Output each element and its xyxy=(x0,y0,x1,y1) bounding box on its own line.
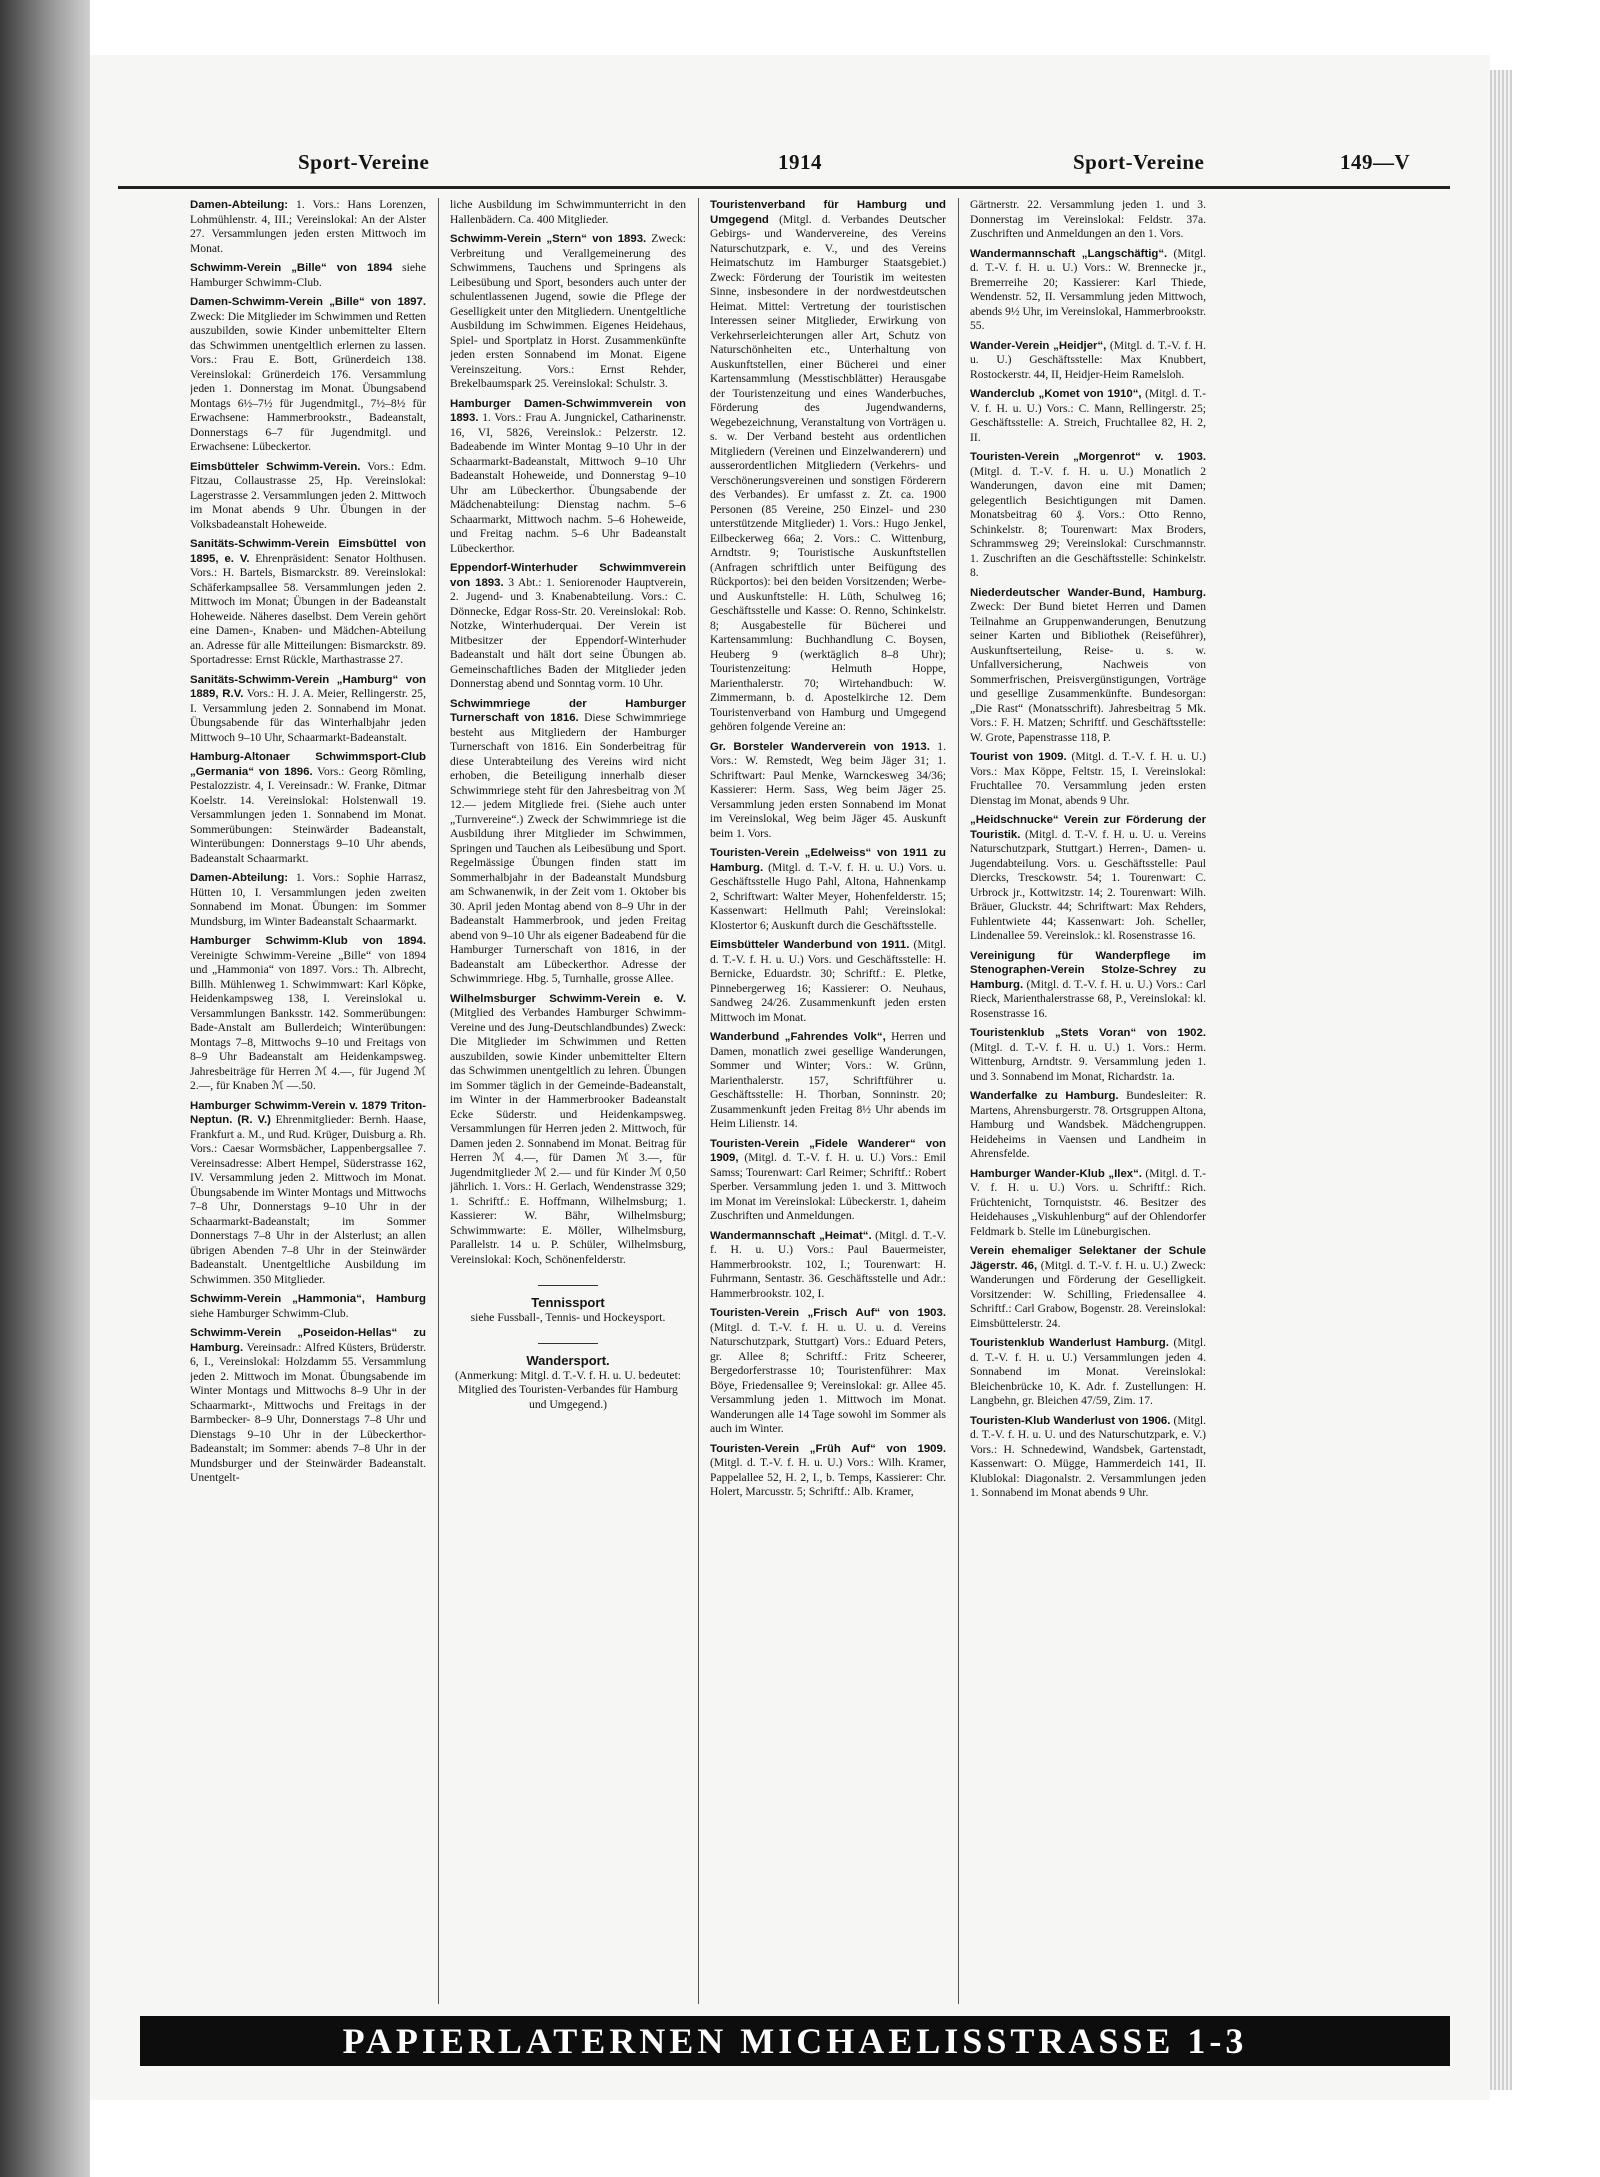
club-details: Zweck: Verbreitung und Verallgemeinerung des Schwimmens, Tauchens und Springens als Leibesübung und Sport, besonders auch unter der schulentlassenen Jugend, sowie die Pflege der Geselligkeit unter den Mitgliedern. Unentgeltliche Ausbildung im Schwimmen. Eigenes Heidehaus, Spiel- und Sportplatz in Horst. Zusammenkünfte jeden ersten Sonnabend im Monat. Eigene Vereinszeitung. Vors.: Ernst Rehder, Brekelbaumspark 25. Vereinslokal: Schulstr. 3. xyxy=(450,232,686,390)
club-details: Vors.: Edm. Fitzau, Collaustrasse 25, Hp. Vereinslokal: Lagerstrasse 2. Versammlungen jeden 2. Mittwoch im Monat abends 9 Uhr. Übungen in der Volksbadeanstalt Hoheweide. xyxy=(190,459,426,531)
club-name: Wanderclub „Komet von 1910“, xyxy=(970,388,1142,400)
club-entry xyxy=(710,846,946,933)
club-entry xyxy=(450,198,686,227)
club-details: Vors.: H. J. A. Meier, Rellingerstr. 25, I. Versammlung jeden 2. Sonnabend im Monat. Übungsabende für das Winterhalbjahr jeden Mittwoch 9–10 Uhr, Schaarmarkt-Badeanstalt. xyxy=(190,687,426,744)
club-details: Gärtnerstr. 22. Versammlung jeden 1. und 3. Donnerstag im Vereinslokal: Feldstr. 37a. Zuschriften und Anmeldungen an den 1. Vors. xyxy=(970,198,1206,240)
club-details: 1. Vors.: Hans Lorenzen, Lohmühlenstr. 4, III.; Vereinslokal: An der Alster 27. Versammlungen jeden ersten Mittwoch im Monat. xyxy=(190,198,426,255)
column-divider xyxy=(438,198,439,2004)
club-entry xyxy=(970,387,1206,445)
club-details: (Mitgl. d. T.-V. f. H. u. U.) Monatlich 2 Wanderungen, davon eine mit Damen; gelegentlich Besichtigungen mit Damen. Monatsbeitrag 60 ₰. Vors.: Otto Renno, Schinkelstr. 8; Tourenwart: Max Broders, Schrammsweg 29; Vereinslokal: Curschmannstr. 1. Zuschriften an die Geschäftsstelle: Schinkelstr. 8. xyxy=(970,464,1206,579)
club-name: Hamburger Schwimm-Klub von 1894. xyxy=(190,935,426,947)
club-entry xyxy=(190,1326,426,1486)
section-block xyxy=(450,1354,686,1412)
club-name: Gr. Borsteler Wanderverein von 1913. xyxy=(710,740,930,753)
club-name: Hamburg-Altonaer Schwimmsport-Club „Germania“ von 1896. xyxy=(190,751,426,778)
club-name: Tourist von 1909. xyxy=(970,751,1067,763)
club-details: (Mitgl. d. T.-V. f. H. u. U.) Vors.: Emil Samss; Tourenwart: Carl Reimer; Schriftf.: Robert Sperber. Versammlung jeden 1. und 3. Mittwoch im Monat im Vereinslokal: Lübeckerstr. 1, daheim Zuschriften und Anmeldungen. xyxy=(710,1151,946,1222)
club-details: Zweck: Die Mitglieder im Schwimmen und Retten auszubilden, sowie Kinder unbemittelter Eltern das Schwimmen unentgeltlich erlernen zu lassen. Vors.: Frau E. Bott, Grünerdeich 138. Vereinslokal: Grünerdeich 176. Versammlung jeden 1. Donnerstag im Monat. Übungsabend Montags 6½–7½ für Jugendmitgl., 7½–8½ für Erwachsene: Hammerbrookstr., Badeanstalt, Donnerstags 6–7 für Jugendmitgl. und Erwachsene: Lübeckertor. xyxy=(190,309,426,453)
club-entry xyxy=(970,1244,1206,1331)
club-entry xyxy=(190,871,426,929)
header-left-title: Sport-Vereine xyxy=(298,150,430,174)
club-entry xyxy=(970,198,1206,242)
club-details: (Mitgl. d. T.-V. f. H. u. U.) Vors.: Wilh. Kramer, Pappelallee 52, H. 2, I., b. Temps, Kassierer: Chr. Holert, Marcusstr. 5; Schriftf.: Alb. Kramer, xyxy=(710,1456,946,1498)
club-entry xyxy=(450,232,686,392)
club-name: Touristenklub Wanderlust Hamburg. xyxy=(970,1337,1169,1349)
section-rule xyxy=(538,1343,598,1344)
club-name: Schwimm-Verein „Bille“ von 1894 xyxy=(190,262,393,274)
book-spine-shadow xyxy=(0,0,90,2177)
club-entry xyxy=(970,1167,1206,1240)
club-entry xyxy=(970,1414,1206,1501)
section-block xyxy=(450,1296,686,1325)
club-entry xyxy=(970,813,1206,944)
club-details: (Mitgl. d. T.-V. f. H. u. U.) Geschäftsstelle: Max Knubbert, Rostockerstr. 44, II, Heidjer-Heim Ramelsloh. xyxy=(970,338,1206,381)
header-year: 1914 xyxy=(778,150,822,174)
club-entry xyxy=(710,1137,946,1224)
club-name: Damen-Abteilung: xyxy=(190,199,289,211)
club-entry xyxy=(190,261,426,290)
club-name: Eimsbütteler Wanderbund von 1911. xyxy=(710,939,910,951)
club-entry xyxy=(190,295,426,455)
club-name: Wanderbund „Fahrendes Volk“, xyxy=(710,1031,886,1043)
club-details: (Mitgl. d. T.-V. f. H. u. U. und des Naturschutzpark, e. V.) Vors.: H. Schnedewind, Wandsbek, Gartenstadt, Kassenwart: O. Mügge, Hammerdeich 141, II. Klublokal: Diagonalstr. 2. Versammlungen jeden 1. Sonnabend im Monat abends 9 Uhr. xyxy=(970,1413,1206,1499)
club-entry xyxy=(450,561,686,692)
club-name: Schwimm-Verein „Poseidon-Hellas“ zu Hamburg. xyxy=(190,1327,426,1354)
club-entry xyxy=(710,740,946,842)
page-edge-stack xyxy=(1490,70,1512,2090)
club-entry xyxy=(710,1306,946,1437)
club-name: „Heidschnucke“ Verein zur Förderung der Touristik. xyxy=(970,814,1206,841)
club-name: Eimsbütteler Schwimm-Verein. xyxy=(190,460,361,473)
club-entry xyxy=(970,586,1206,746)
club-entry xyxy=(450,397,686,557)
club-entry xyxy=(190,1292,426,1321)
club-details: Ehrenpräsident: Senator Holthusen. Vors.: H. Bartels, Bismarckstr. 89. Vereinslokal: Schäferkampsallee 58. Versammlungen jeden 2. Mittwoch im Monat; Übungen in der Badeanstalt Hoheweide. Näheres daselbst. Dem Verein gehört eine Damen-, Knaben- und Mädchen-Abteilung an. Adresse für alle Mitteilungen: Bismarckstr. 89. Sportadresse: Ernst Rückle, Marthastrasse 27. xyxy=(190,551,426,666)
club-entry xyxy=(970,247,1206,334)
club-name: Verein ehemaliger Selektaner der Schule Jägerstr. 46, xyxy=(970,1245,1206,1272)
club-details: (Mitgl. d. T.-V. f. H. u. U. u. Vereins Naturschutzpark, Stuttgart.) Herren-, Damen- u. Jugendabteilung. Vors. u. Geschäftsstelle: Paul Diercks, Tresckowstr. 54; 1. Tourenwart: C. Urbrock jr., Kottwitzstr. 14; 2. Tourenwart: Wilh. Bräuer, Gluckstr. 44; Schriftwart: Max Rehders, Fuhlentwiete 44; Kassenwart: Joh. Scheller, Lindenallee 59. Vereinslok.: kl. Rosenstrasse 16. xyxy=(970,827,1206,942)
club-name: Touristen-Verein „Früh Auf“ von 1909. xyxy=(710,1442,946,1455)
club-name: Wilhelmsburger Schwimm-Verein e. V. xyxy=(450,992,686,1005)
club-name: Wander-Verein „Heidjer“, xyxy=(970,339,1107,352)
club-name: Vereinigung für Wanderpflege im Stenographen-Verein Stolze-Schrey zu Hamburg. xyxy=(970,949,1206,991)
club-entry xyxy=(970,1089,1206,1162)
club-name: Sanitäts-Schwimm-Verein „Hamburg“ von 1889, R.V. xyxy=(190,673,426,700)
text-column-1 xyxy=(190,198,426,2006)
club-details: liche Ausbildung im Schwimmunterricht in den Hallenbädern. Ca. 400 Mitglieder. xyxy=(450,198,686,226)
club-name: Hamburger Damen-Schwimmverein von 1893. xyxy=(450,397,686,424)
column-divider xyxy=(698,198,699,2004)
club-entry xyxy=(970,1026,1206,1084)
club-entry xyxy=(710,1442,946,1500)
club-name: Touristenverband für Hamburg und Umgegend xyxy=(710,199,946,226)
club-name: Touristen-Verein „Morgenrot“ v. 1903. xyxy=(970,451,1206,463)
club-name: Wanderfalke zu Hamburg. xyxy=(970,1090,1119,1102)
club-details: Herren und Damen, monatlich zwei gesellige Wanderungen, Sommer und Winter; Vors.: W. Grünn, Marienthalerstr. 157, Schriftführer u. Geschäftsstelle: H. Thorban, Sonninstr. 20; Zusammenkunft jeden Freitag 8½ Uhr abends im Heim Lilienstr. 14. xyxy=(710,1030,946,1130)
club-details: Vereinsadr.: Alfred Küsters, Brüderstr. 6, I., Vereinslokal: Holzdamm 55. Versammlung jeden 2. Mittwoch im Monat. Übungsabende im Winter Montags und Mittwochs 8–9 Uhr in der Schaarmarkt-, Mittwochs und Freitags in der Barmbecker- 8–9 Uhr, Donnerstags 7–8 Uhr und Dienstags 9–10 Uhr in der Lübeckerthor-Badeanstalt; im Sommer: abends 7–8 Uhr in der Mundsburger und der Steinwärder Badeanstalt. Unentgelt- xyxy=(190,1340,426,1484)
club-details: (Mitgl. d. T.-V. f. H. u. U.) Vors. u. Schriftf.: Rich. Früchtenicht, Tornquiststr. 46. Besitzer des Heidehauses „Viskuhlenburg“ auf der Ohlendorfer Feldmark b. Stelle im Lüneburgischen. xyxy=(970,1166,1206,1238)
club-entry xyxy=(190,198,426,256)
header-rule xyxy=(118,186,1450,189)
club-name: Niederdeutscher Wander-Bund, Hamburg. xyxy=(970,586,1206,599)
club-name: Touristen-Verein „Edelweiss“ von 1911 zu Hamburg. xyxy=(710,847,946,874)
club-details: Ehrenmitglieder: Bernh. Haase, Frankfurt a. M., und Rud. Krüger, Duisburg a. Rh. Vors.: Caesar Wormsbächer, Lappenbergsallee 7. Vereinsadresse: Albert Hempel, Süderstrasse 162, IV. Versammlung jeden 2. Mittwoch im Monat. Übungsabende im Winter Montags und Mittwochs 7–8 Uhr, Donnerstags 9–10 Uhr in der Schaarmarkt-Badeanstalt; im Sommer Donnerstags 7–8 Uhr in der Alsterlust; an allen übrigen Abenden 7–8 Uhr in der Steinwärder Badeanstalt. Unentgeltliche Ausbildung im Schwimmen. 350 Mitglieder. xyxy=(190,1113,426,1286)
club-name: Damen-Abteilung: xyxy=(190,872,289,884)
club-entry xyxy=(970,750,1206,808)
club-details: (Mitgl. d. T.-V. f. H. u. U.) Vors.: Max Köppe, Feltstr. 15, I. Vereinslokal: Fruchtallee 70. Versammlung jeden ersten Dienstag im Monat, abends 9 Uhr. xyxy=(970,750,1206,807)
club-details: siehe Hamburger Schwimm-Club. xyxy=(190,1306,349,1320)
club-details: Diese Schwimmriege besteht aus Mitgliedern der Hamburger Turnerschaft von 1816. Ein Sonderbeitrag für diese Unterabteilung des Vereins wird nicht erhoben, die Beteiligung innerhalb dieser Schwimmriege steht für den Jahresbeitrag von ℳ 12.— jedem Mitgliede frei. (Siehe auch unter „Turnvereine“.) Zweck der Schwimmriege ist die Ausbildung ihrer Mitglieder im Schwimmen, Springen und Tauchen als Leibesübung und Sport. Regelmässige Übungen finden statt im Sommerhalbjahr in der Badeanstalt Mundsburg am Schwanenwik, in der Zeit vom 1. Oktober bis 30. April jeden Montag abend von 8–9 Uhr in der Badeanstalt Hammerbrook, und jeden Freitag abend von 9–10 Uhr als eigener Badeabend für die Hamburger Turnerschaft von 1816, in der Badeanstalt am Lübeckerthor. Adresse der Schwimmriege. Hbg. 5, Turnhalle, grosse Allee. xyxy=(450,711,686,985)
text-column-4 xyxy=(970,198,1206,2006)
club-entry xyxy=(710,1229,946,1302)
club-details: (Mitgl. d. T.-V. f. H. u. U.) 1. Vors.: Herm. Wittenburg, Arndtstr. 9. Versammlung jeden 1. und 3. Sonnabend im Monat, Richardstr. 1a. xyxy=(970,1040,1206,1083)
section-title: Tennissport xyxy=(531,1295,605,1310)
club-details: Bundesleiter: R. Martens, Ahrensburgerstr. 78. Ortsgruppen Altona, Hamburg und Wandsbek. Mädchengruppen. Heideheims in Vaensen und Landheim in Ahrensfelde. xyxy=(970,1089,1206,1160)
club-entry xyxy=(190,1099,426,1288)
club-name: Sanitäts-Schwimm-Verein Eimsbüttel von 1895, e. V. xyxy=(190,538,426,565)
club-details: (Mitgl. d. T.-V. f. H. u. U.) Vors. u. Geschäftsstelle Hugo Pahl, Altona, Hahnenkamp 2, Schriftwart: Walter Meyer, Hohenfelderstr. 15; Kassenwart: Hellmuth Pahl; Vereinslokal: Klostertor 6; Auskunft durch die Geschäftsstelle. xyxy=(710,860,946,932)
club-name: Wandermannschaft „Heimat“. xyxy=(710,1229,872,1242)
club-entry xyxy=(190,750,426,866)
club-name: Schwimm-Verein „Hammonia“, Hamburg xyxy=(190,1293,426,1305)
club-details: Zweck: Der Bund bietet Herren und Damen Teilnahme an Gruppenwanderungen, Benutzung seiner Karten und Bibliothek (Reiseführer), Auskunftserteilung, Reise- u. s. w. Unfallversicherung, Nachweis von Sommerfrischen, Preisvergünstigungen, Vorträge und gesellige Zusammenkünfte. Bundesorgan: „Die Rast“ (Monatsschrift). Jahresbeitrag 5 Mk. Vors.: F. H. Matzen; Schriftf. und Geschäftsstelle: W. Grote, Papenstrasse 118, P. xyxy=(970,600,1206,744)
club-details: siehe Hamburger Schwimm-Club. xyxy=(190,261,426,289)
club-entry xyxy=(710,198,946,735)
club-details: (Mitgl. d. T.-V. f. H. u. U.) Vors.: W. Brennecke jr., Bremerreihe 20; Kassierer: Karl Thiede, Wendenstr. 52, II. Versammlung jeden Mittwoch, abends 9½ Uhr, im Vereinslokal, Hammerbrookstr. 55. xyxy=(970,246,1206,332)
section-text: (Anmerkung: Mitgl. d. T.-V. f. H. u. U. bedeutet: Mitglied des Touristen-Verbandes für Hamburg und Umgegend.) xyxy=(454,1368,682,1411)
club-name: Wandermannschaft „Langschäftig“. xyxy=(970,247,1168,260)
club-entry xyxy=(710,938,946,1025)
club-details: 1. Vors.: Frau A. Jungnickel, Catharinenstr. 16, VI, 5826, Vereinslok.: Pelzerstr. 12. Badeabende im Winter Montag 9–10 Uhr in der Schaarmarkt-Badeanstalt, Mittwoch 9–10 Uhr Badeanstalt Hoheweide, und Donnerstag 9–10 Uhr am Lübeckerthor. Übungsabende der Mädchenabteilung: Dienstag nachm. 5–6 Schaarmarkt, Mittwoch nachm. 5–6 Hoheweide, und Freitag nachm. 5–6 Uhr Badeanstalt Lübeckerthor. xyxy=(450,411,686,555)
club-details: (Mitgl. d. T.-V. f. H. u. U.) Versammlungen jeden 4. Sonnabend im Monat. Vereinslokal: Bleichenbrücke 10, K. Adr. f. Zustellungen: H. Langbehn, gr. Bleichen 47/59, Zim. 17. xyxy=(970,1336,1206,1407)
club-details: (Mitgl. d. T.-V. f. H. u. U.) Vors.: Paul Bauermeister, Hammerbrookstr. 102, I.; Tourenwart: H. Fuhrmann, Sentastr. 36. Geschäftsstelle und Adr.: Hammerbrookstr. 102, I. xyxy=(710,1228,946,1300)
club-name: Damen-Schwimm-Verein „Bille“ von 1897. xyxy=(190,296,426,308)
section-text: siehe Fussball-, Tennis- und Hockeysport. xyxy=(470,1310,666,1324)
club-details: 1. Vors.: Sophie Harrasz, Hütten 10, I. Versammlungen jeden zweiten Sonnabend im Monat. Übungen: im Sommer Mundsburg, im Winter Badeanstalt Schaarmarkt. xyxy=(190,871,426,928)
club-details: (Mitgl. d. T.-V. f. H. u. U.) Vors.: Carl Rieck, Marienthalerstrasse 68, P., Vereinslokal: kl. Rosenstrasse 16. xyxy=(970,977,1206,1020)
club-entry xyxy=(970,339,1206,383)
advertisement-banner: PAPIERLATERNEN MICHAELISSTRASSE 1-3 xyxy=(140,2016,1450,2066)
club-details: (Mitgl. d. T.-V. f. H. u. U.) Vors.: C. Mann, Rellingerstr. 25; Geschäftsstelle: A. Streich, Fruchtallee 82, H. 2, II. xyxy=(970,387,1206,444)
club-details: (Mitgl. d. Verbandes Deutscher Gebirgs- und Wandervereine, des Vereins Naturschutzpark, e. V., und des Vereins Heimatschutz im Hamburger Staatsgebiet.) Zweck: Förderung der Touristik im weitesten Sinne, insbesondere in der nordwestdeutschen Heimat. Mittel: Vertretung der touristischen Interessen seiner Mitglieder, Erwirkung von Verkehrserleichterungen aller Art, Schutz von Naturschönheiten etc., Unterhaltung von Auskunftstellen, einer Bücherei und einer Kartensammlung (Messtischblätter) Herausgabe der Touristenzeitung und eines Wanderbuches, Förderung des Jugendwanderns, Wegebezeichnung, Veranstaltung von Vorträgen u. s. w. Der Verband besteht aus ordentlichen Mitgliedern (Vereinen und Einzelwanderern) und ausserordentlichen Mitgliedern (Verkehrs- und Verschönerungsvereinen und sonstigen Förderern des Verbandes). Er umfasst z. Zt. ca. 1900 Personen (85 Vereine, 250 Einzel- und 230 unterstützende Mitglieder) 1. Vors.: Hugo Jenkel, Eilbeckerweg 66a; 2. Vors.: C. Wittenburg, Arndtstr. 9; Touristische Auskunftstellen (Anfragen schriftlich unter Beifügung des Rückportos): bei den beiden Vorsitzenden; Werbe- und Auskunftstelle: H. Lüth, Schulweg 16; Geschäftsstelle und Kasse: O. Renno, Schinkelstr. 8; Ausgabestelle für Bücherei und Kartensammlung: Buchhandlung C. Boysen, Heuberg 9 (werktäglich 8–8 Uhr); Touristenzeitung: Helmuth Hoppe, Marienthalerstr. 70; Wirtehandbuch: W. Zimmermann, b. d. Apostelkirche 12. Dem Touristenverband von Hamburg und Umgegend gehören folgende Vereine an: xyxy=(710,212,946,733)
club-entry xyxy=(450,697,686,987)
club-details: 1. Vors.: W. Remstedt, Weg beim Jäger 31; 1. Schriftwart: Paul Menke, Warnckesweg 34/36; Kassierer: Herm. Sass, Weg beim Jäger 25. Versammlung jeden ersten Sonnabend im Monat im Vereinslokal, Weg beim Jäger 45. Auskunft beim 1. Vors. xyxy=(710,739,946,840)
club-entry xyxy=(710,1030,946,1132)
club-details: (Mitgl. d. T.-V. f. H. u. U.) Vors. und Geschäftsstelle: H. Bernicke, Eduardstr. 30; Schriftf.: E. Pletke, Pinnebergerweg 16; Kassierer: O. Neuhaus, Sandweg 24/26. Zusammenkunft jeden ersten Mittwoch im Monat. xyxy=(710,938,946,1024)
club-name: Hamburger Wander-Klub „Ilex“. xyxy=(970,1167,1142,1180)
section-title: Wandersport. xyxy=(526,1353,610,1368)
club-details: Vors.: Georg Römling, Pestalozzistr. 4, I. Vereinsadr.: W. Franke, Ditmar Koelstr. 14. Vereinslokal: Holstenwall 19. Versammlungen jeden 1. Sonnabend im Monat. Sommerübungen: Steinwärder Badeanstalt, Winterübungen: Donnerstags 9–10 Uhr abends, Badeanstalt Schaarmarkt. xyxy=(190,764,426,865)
club-details: (Mitglied des Verbandes Hamburger Schwimm-Vereine und des Jung-Deutschlandbundes) Zweck: Die Mitglieder im Schwimmen und Retten auszubilden, sowie Kinder unbemittelter Eltern das Schwimmen unentgeltlich zu lehren. Übungen im Sommer täglich in der Gemeinde-Badeanstalt, im Winter in der Hammerbrooker Badeanstalt Ecke Süderstr. und Heidenkampsweg. Versammlungen für Herren jeden 2. Mittwoch, für Damen jeden 2. Sonnabend im Monat. Beitrag für Herren ℳ 4.—, für Damen ℳ 3.—, für Jugendmitglieder ℳ 2.— und für Kinder ℳ 0,50 jährlich. 1. Vors.: H. Gerlach, Wendenstrasse 329; 1. Schriftf.: E. Hoffmann, Wilhelmsburg; 1. Kassierer: W. Bähr, Wilhelmsburg; Schwimmwarte: E. Möller, Wilhelmsburg, Parallelstr. 14 u. P. Schüler, Wilhelmsburg, Vereinslokal: Koch, Schönenfelderstr. xyxy=(450,1006,686,1266)
header-right-title: Sport-Vereine xyxy=(1073,150,1205,174)
club-entry xyxy=(970,949,1206,1022)
club-entry xyxy=(190,673,426,746)
club-details: Vereinigte Schwimm-Vereine „Bille“ von 1894 und „Hammonia“ von 1897. Vors.: Th. Albrecht, Billh. Mühlenweg 1. Schwimmwart: Karl Köpke, Heidenkampsweg 138, I. Vereinslokal u. Versammlungen Banksstr. 142. Sommerübungen: Bade-Anstalt am Bullerdeich; Winterübungen: Montags 7–8, Mittwochs 9–10 und Freitags von 8–9 Uhr Badeanstalt am Heidenkampsweg. Jahresbeiträge für Herren ℳ 4.—, für Jugend ℳ 2.—, für Knaben ℳ —.50. xyxy=(190,948,426,1092)
club-entry xyxy=(970,450,1206,581)
club-entry xyxy=(450,992,686,1268)
club-name: Touristenklub „Stets Voran“ von 1902. xyxy=(970,1027,1206,1039)
club-entry xyxy=(970,1336,1206,1409)
text-column-2 xyxy=(450,198,686,2006)
page-number: 149—V xyxy=(1340,150,1411,174)
club-name: Schwimm-Verein „Stern“ von 1893. xyxy=(450,233,647,245)
club-entry xyxy=(190,537,426,668)
column-divider xyxy=(958,198,959,2004)
club-entry xyxy=(190,934,426,1094)
club-details: (Mitgl. d. T.-V. f. H. u. U. u. d. Vereins Naturschutzpark, Stuttgart) Vors.: Eduard Peters, gr. Allee 8; Schriftf.: Fritz Scheerer, Bergedorferstrasse 10; Touristenführer: Max Böye, Friedensallee 9; Vereinslokal: gr. Allee 45. Versammlung jeden 1. Mittwoch im Monat. Wanderungen alle 14 Tage sowohl im Sommer als auch im Winter. xyxy=(710,1320,946,1435)
text-column-3 xyxy=(710,198,946,2006)
club-name: Schwimmriege der Hamburger Turnerschaft von 1816. xyxy=(450,697,686,724)
club-name: Eppendorf-Winterhuder Schwimmverein von 1893. xyxy=(450,562,686,589)
running-header xyxy=(118,150,1450,186)
section-rule xyxy=(538,1285,598,1286)
club-entry xyxy=(190,460,426,533)
club-name: Hamburger Schwimm-Verein v. 1879 Triton-Neptun. (R. V.) xyxy=(190,1099,426,1126)
club-name: Touristen-Verein „Frisch Auf“ von 1903. xyxy=(710,1307,946,1319)
club-details: 3 Abt.: 1. Seniorenoder Hauptverein, 2. Jugend- und 3. Knabenabteilung. Vors.: C. Dönnecke, Edgar Ross-Str. 20. Vereinslokal: Rob. Notzke, Winterhuderquai. Der Verein ist Mitbesitzer der Eppendorf-Winterhuder Badeanstalt und hält dort seine Übungen ab. Gemeinschaftliches Baden der Mitglieder jeden Donnerstag abend und Sonntag vorm. 10 Uhr. xyxy=(450,575,686,690)
club-name: Touristen-Klub Wanderlust von 1906. xyxy=(970,1414,1171,1427)
club-name: Touristen-Verein „Fidele Wanderer“ von 1909, xyxy=(710,1137,946,1164)
club-details: (Mitgl. d. T.-V. f. H. u. U.) Zweck: Wanderungen und Förderung der Geselligkeit. Vorsitzender: W. Schilling, Friedensallee 4. Schriftf.: Carl Grabow, Bogenstr. 28. Vereinslokal: Eimsbüttelerstr. 24. xyxy=(970,1258,1206,1330)
